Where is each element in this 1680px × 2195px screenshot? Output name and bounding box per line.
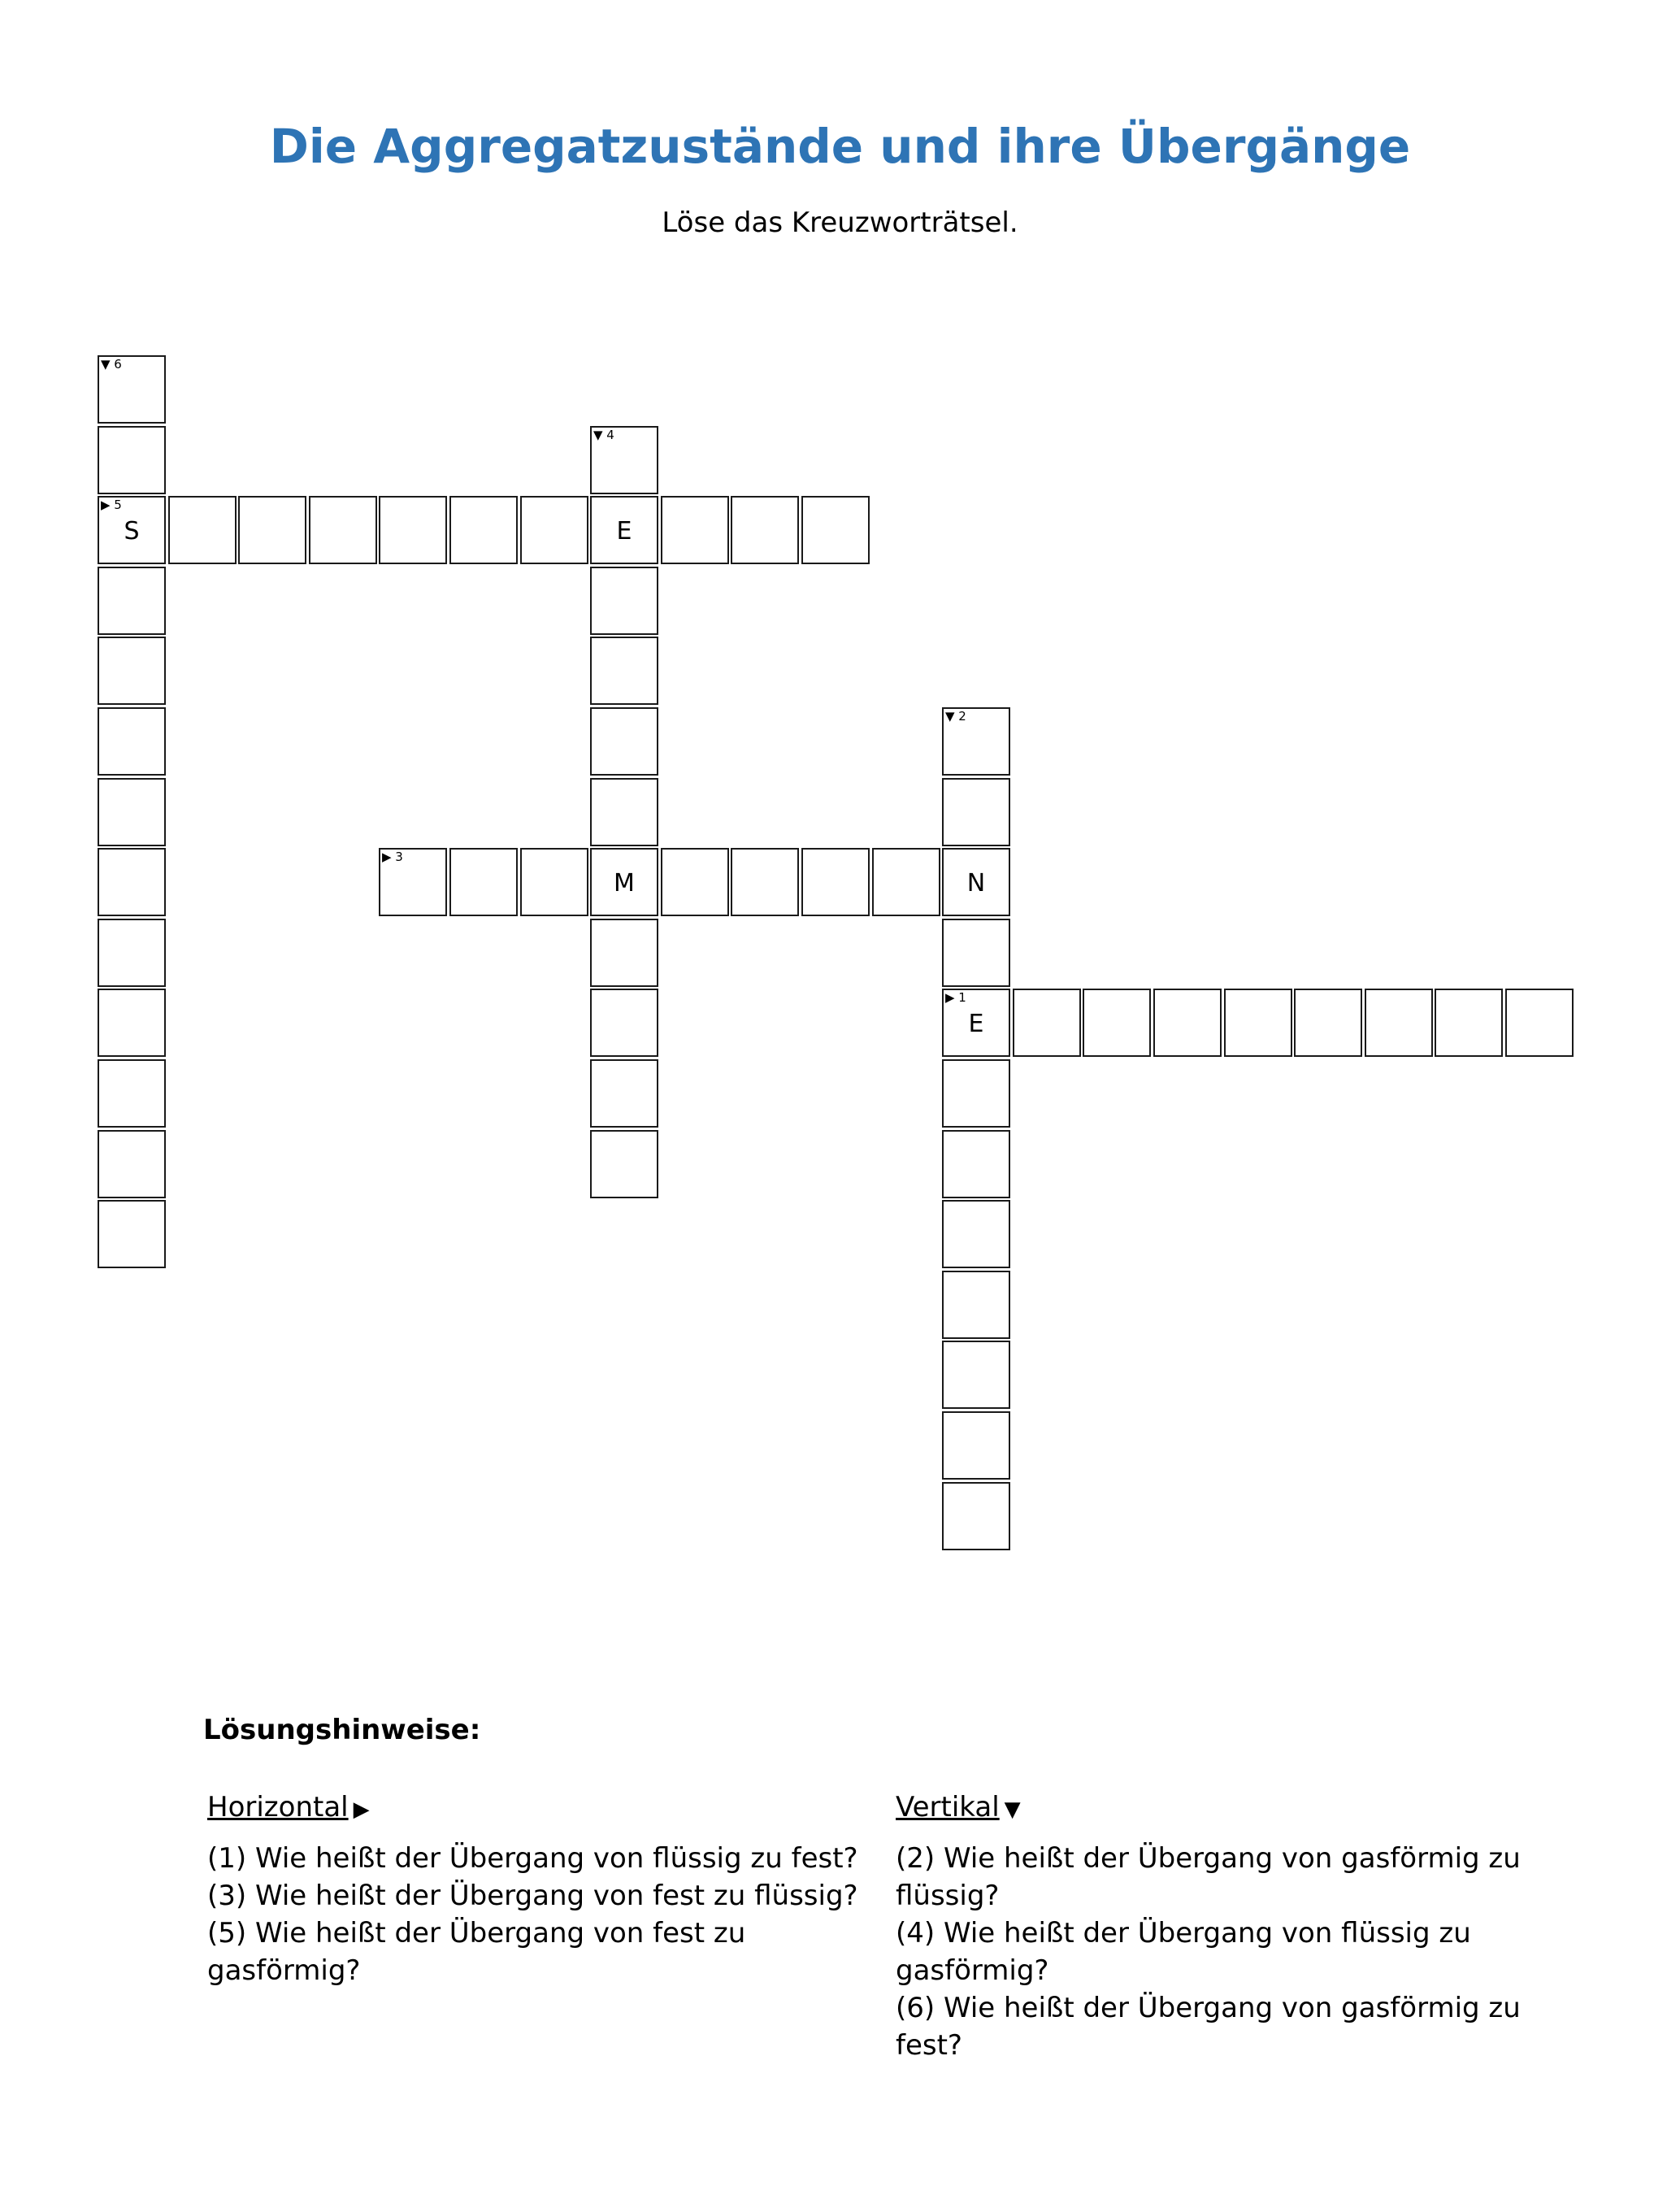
crossword-cell[interactable] [1153,989,1222,1057]
crossword-cell[interactable] [98,778,166,846]
crossword-cell[interactable] [1505,989,1574,1057]
crossword-cell[interactable] [520,848,588,916]
horizontal-heading [207,1789,874,1828]
crossword-cell[interactable] [98,848,166,916]
down-arrow-icon: ▼ [1004,1797,1021,1822]
crossword-cell[interactable] [942,919,1010,987]
crossword-cell[interactable] [942,1200,1010,1268]
horizontal-label: Horizontal [207,1791,349,1823]
crossword-cell[interactable] [942,778,1010,846]
hints-title: Lösungshinweise: [203,1714,481,1746]
page-title: Die Aggregatzustände und ihre Übergänge [269,119,1411,174]
clue-1: (1) Wie heißt der Übergang von flüssig zu fest? [207,1842,858,1875]
crossword-cell[interactable] [590,989,658,1057]
crossword-cell[interactable] [801,496,870,564]
crossword-cell[interactable] [590,426,658,494]
crossword-cell[interactable] [1365,989,1433,1057]
crossword-cell[interactable] [238,496,306,564]
crossword-cell[interactable] [98,1059,166,1128]
crossword-cell[interactable] [449,848,518,916]
crossword-cell[interactable] [590,778,658,846]
crossword-cell[interactable] [1224,989,1292,1057]
clue-5: (5) Wie heißt der Übergang von fest zu gasförmig? [207,1917,746,1987]
clue-3: (3) Wie heißt der Übergang von fest zu flüssig? [207,1880,858,1912]
clue-number: ▼ 2 [945,709,966,724]
crossword-cell[interactable] [590,1059,658,1128]
clue-number: ▼ 6 [101,357,122,372]
crossword-cell[interactable] [98,707,166,776]
given-letter: M [614,869,635,898]
crossword-cell[interactable] [379,848,447,916]
crossword-cell[interactable] [98,426,166,494]
crossword-cell[interactable] [590,496,658,564]
crossword-cell[interactable] [98,496,166,564]
crossword-cell[interactable] [1294,989,1362,1057]
crossword-cell[interactable] [942,1411,1010,1480]
crossword-cell[interactable] [942,1341,1010,1409]
clue-number: ▶ 3 [382,850,403,864]
crossword-cell[interactable] [942,848,1010,916]
crossword-cell[interactable] [379,496,447,564]
crossword-cell[interactable] [942,1130,1010,1198]
vertical-label: Vertikal [896,1791,1000,1823]
crossword-cell[interactable] [309,496,377,564]
crossword-cell[interactable] [731,496,799,564]
crossword-cell[interactable] [98,355,166,424]
given-letter: N [966,869,986,898]
crossword-cell[interactable] [942,1059,1010,1128]
crossword-cell[interactable] [942,989,1010,1057]
vertical-clues [896,1789,1546,2064]
clue-number: ▼ 4 [593,428,614,442]
vertical-heading [896,1789,1546,1828]
crossword-cell[interactable] [590,637,658,705]
horizontal-clues [207,1789,874,1989]
crossword-cell[interactable] [872,848,940,916]
crossword-cell[interactable] [590,707,658,776]
clue-2: (2) Wie heißt der Übergang von gasförmig zu flüssig? [896,1842,1521,1912]
crossword-cell[interactable] [731,848,799,916]
crossword-cell[interactable] [98,989,166,1057]
crossword-cell[interactable] [1013,989,1081,1057]
clue-6: (6) Wie heißt der Übergang von gasförmig zu fest? [896,1992,1521,2062]
crossword-cell[interactable] [801,848,870,916]
crossword-cell[interactable] [590,848,658,916]
crossword-cell[interactable] [449,496,518,564]
crossword-cell[interactable] [1083,989,1151,1057]
given-letter: S [124,517,140,545]
crossword-cell[interactable] [168,496,237,564]
crossword-cell[interactable] [942,1271,1010,1339]
crossword-cell[interactable] [98,1200,166,1268]
crossword-cell[interactable] [661,496,729,564]
clue-number: ▶ 5 [101,498,122,512]
crossword-cell[interactable] [942,707,1010,776]
crossword-cell[interactable] [590,919,658,987]
crossword-cell[interactable] [942,1482,1010,1550]
crossword-cell[interactable] [98,567,166,635]
crossword-cell[interactable] [590,1130,658,1198]
crossword-cell[interactable] [590,567,658,635]
given-letter: E [616,517,632,545]
crossword-cell[interactable] [520,496,588,564]
right-arrow-icon: ▶ [353,1797,370,1822]
clue-number: ▶ 1 [945,990,966,1005]
crossword-cell[interactable] [98,1130,166,1198]
clue-4: (4) Wie heißt der Übergang von flüssig zu gasförmig? [896,1917,1471,1987]
page-subtitle: Löse das Kreuzworträtsel. [662,206,1018,239]
crossword-cell[interactable] [1435,989,1503,1057]
crossword-cell[interactable] [98,637,166,705]
crossword-cell[interactable] [98,919,166,987]
given-letter: E [968,1010,984,1038]
crossword-cell[interactable] [661,848,729,916]
